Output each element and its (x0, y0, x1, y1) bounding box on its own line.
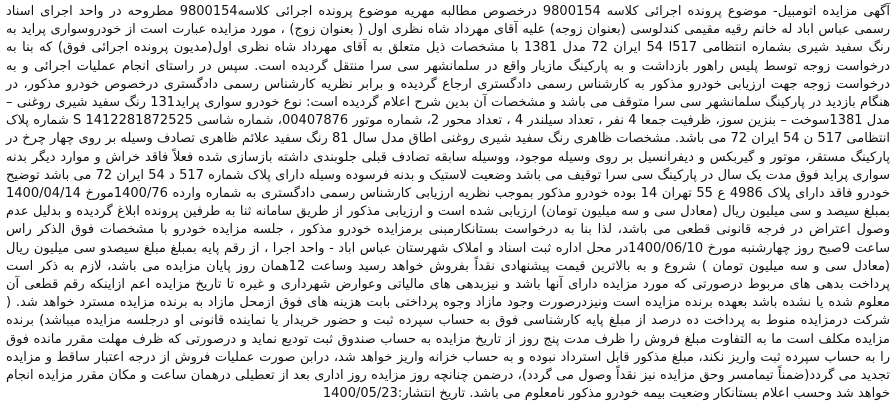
auction-notice-body (6, 3, 890, 403)
publish-date: تاریخ انتشار:1400/05/23 (322, 386, 466, 402)
notice-paragraph: آگهی مزایده اتومبیل- موضوع پرونده اجرائی کلاسه 9800154 درخصوص مطالبه مهریه موضوع پرونده اجرائی کلاسه9800154 مطروحه در واحد اجرای اسناد رسمی عباس اباد له خانم رقیه مقیمی کندلوسی (بعنوان زوجه) علیه آقای مهرداد شاه نظری اول ( بعنوان زوج) ، مورد مزایده عبارت است از خودروسواری پراید به رنگ سفید شیری بشماره انتظامی 517ا 54 ایران 72 مدل 1381 با مشخصات ذیل متعلق به آقای مهرداد شاه نظری اول(مدیون پرونده اجرائی فوق) که بنا به درخواست زوجه توسط پلیس راهور بازداشت و به پارکینگ مازیار واقع در سلمانشهر سی سرا منتقل گردیده است. سپس در راستای انجام عملیات اجرائی و به درخواست زوجه جهت ارزیابی خودرو مذکور به کارشناس رسمی دادگستری ارجاع گردیده و برابر نظریه کارشناس رسمی دادگستری درخصوص خودرو مذکور، در هنگام بازدید در پارکینگ سلمانشهر سی سرا متوقف می باشد و مشخصات آن بدین شرح اعلام گردیده است: نوع خودرو سواری پراید131 رنگ سفید شیری روغنی – مدل 1381سوخت – بنزین سوز، ظرفیت جمعا 4 نفر ، تعداد سیلندر 4 ، تعداد محور 2، شماره موتور 00407876، شماره شاسی S 1412281872525 شماره پلاک انتظامی 517 ن 54 ایران 72 می باشد. مشخصات ظاهری رنگ سفید شیری روغنی اطاق مدل سال 81 رنگ سفید علائم ظاهری تصادف وسیله بر روی چهار چرخ در پارکینگ مستقر، موتور و گیربکس و دیفرانسیل بر روی وسیله موجود، ووسیله سابقه تصادف قبلی جلوبندی داشته بازسازی شده فعلاً فاقد خراش و موارد دیگر بدنه سواری پراید فوق مدت یک سال در پارکینگ سی سرا توقیف می باشد وضعیت لاستیک و بدنه فرسوده وسیله دارای پلاک شماره 517 د 54 ایران 72 می باشد توضیح خودرو فاقد دارای پلاک 4986 ع 55 تهران 14 بوده خودرو مذکور بموجب نظریه ارزیابی کارشناس رسمی دادگستری به شماره وارده 1400/76مورخ 1400/04/14 بمبلغ سیصد و سی میلیون ریال (معادل سی و سه میلیون تومان) ارزیابی شده است و ارزیابی مذکور از طریق سامانه ثنا به طرفین پرونده ابلاغ گردیده و بدلیل عدم وصول اعتراض در فرجه قانونی قطعی می باشد، لذا بنا به درخواست بستانکارمبنی برمزایده خودرو مذکور ، جلسه مزایده خودرو با مشخصات فوق الذکر راس ساعت 9صبح روز چهارشنبه مورخ 1400/06/10در محل اداره ثبت اسناد و املاک شهرستان عباس اباد - واحد اجرا ، از رقم پایه بمبلغ مبلغ سیصدو سی میلیون ریال (معادل سی و سه میلیون تومان ) شروع و به بالاترین قیمت پیشنهادی نقداً بفروش خواهد رسید وساعت 12همان روز پایان مزایده می باشد، لازم به ذکر است پرداخت بدهی های مربوط درصورتی که مورد مزایده دارای آنها باشد و نیزبدهی های مالیاتی وعوارض شهرداری و غیره تا تاریخ مزایده اعم ازاینکه رقم قطعی آن معلوم شده یا نشده باشد بعهده برنده مزایده است ونیزدرصورت وجود مازاد وجوه پرداختی بابت هزینه های فوق ازمحل مازاد به برنده مزایده مسترد خواهد شد. ( شرکت درمزایده منوط به پرداخت ده درصد از مبلغ پایه کارشناسی فوق به حساب سپرده ثبت و حضور خریدار یا نماینده قانونی او درجلسه مزایده میباشد) برنده مزایده مکلف است ما به التفاوت مبلغ فروش را ظرف مدت پنج روز از تاریخ مزایده به حساب صندوق ثبت تودیع نماید و درصورتی که ظرف مهلت مقرر مانده فوق را به حساب سپرده ثبت واریز نکند، مبلغ مذکور قابل استرداد نبوده و به حساب خزانه واریز خواهد شد، درابن صورت عملیات فروش از درجه اعتبار ساقط و مزایده تجدید می گردد(ضمناً تیمامسر وحق مزایده نیز نقداً وصول می گردد)، درضمن چنانچه روز مزایده روز اداری بعد از تعطیلی درهمان ساعت و مکان مقرر مزایده انجام خواهد شد وحسب اعلام بستانکار وضعیت بیمه خودرو مذکور نامعلوم می باشد. (6, 4, 891, 402)
